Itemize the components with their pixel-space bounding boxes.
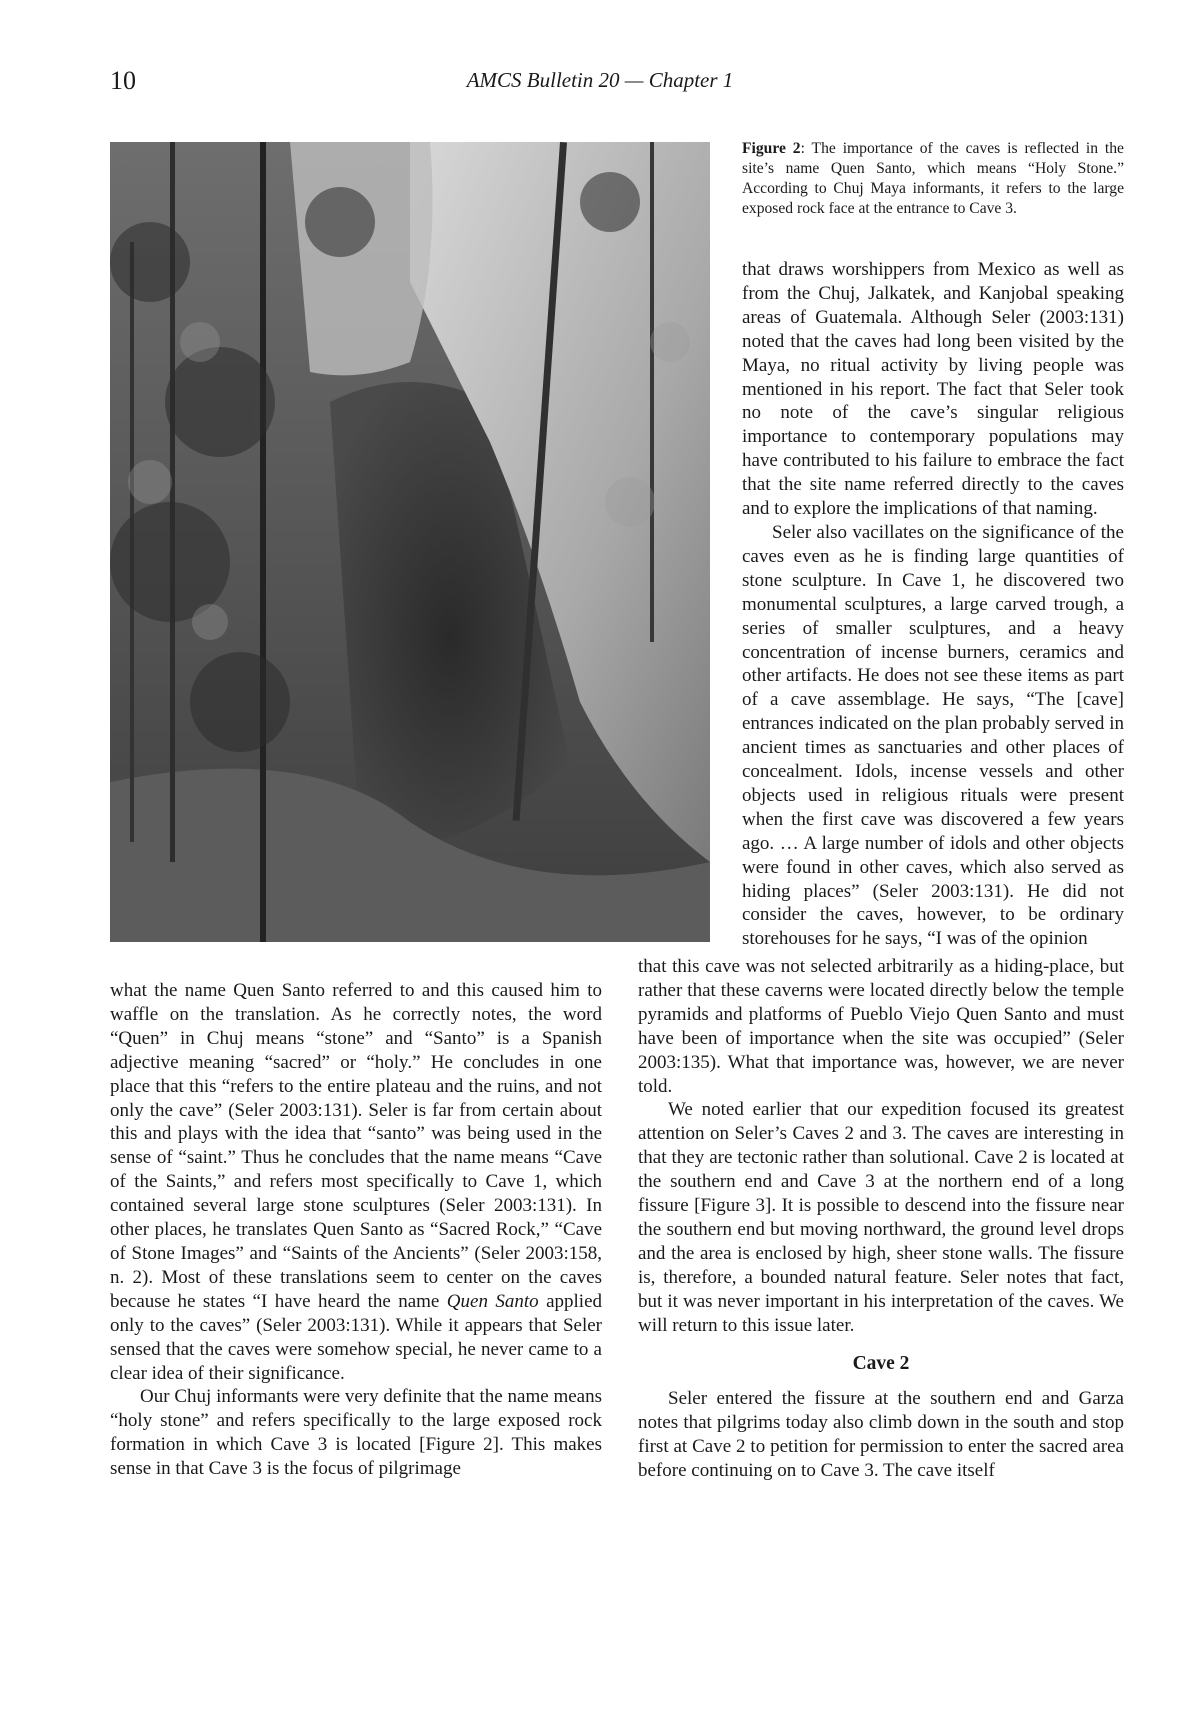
paragraph-text: what the name Quen Santo referred to and this caused him to waffle on the translation. As he correctly notes, the word “Quen” in Chuj means “stone” and “Santo” is a Spanish adjective meaning “sacred” or “holy.” He concludes in one place that this “refers to the entire plateau and the ruins, and not only the cave” (Seler 2003:131). Seler is far from certain about this and plays with the idea that “santo” was being used in the sense of “saint.” Thus he concludes that the name means “Cave of the Saints,” and refers most specifically to Cave 1, which contained several large stone sculptures (Seler 2003:131). In other places, he translates Quen Santo as “Sacred Rock,” “Cave of Stone Images” and “Saints of the Ancients” (Seler 2003:158, n. 2). Most of these translations seem to center on the caves because he states “I have heard the name [110, 980, 602, 1312]
italic-term: Quen Santo [446, 1290, 539, 1312]
paragraph: Seler entered the fissure at the southern end and Garza notes that pilgrims today also climb down in the south and stop first at Cave 2 to petition for permission to enter the sacred area before continuing on to Cave 3. The cave itself [638, 1388, 1124, 1482]
paragraph: We noted earlier that our expedition focused its greatest attention on Seler’s Caves 2 and 3. The caves are interesting in that they are tectonic rather than solutional. Cave 2 is located at the southern end and Cave 3 at the northern end of a long fissure [Figure 3]. It is possible to descend into the fissure near the southern end but moving northward, the ground level drops and the area is enclosed by high, sheer stone walls. The fissure is, therefore, a bounded natural feature. Seler notes that fact, but it was never important in his interpretation of the caves. We will return to this issue later. [638, 1099, 1124, 1336]
figure-caption [742, 139, 1124, 219]
cave-photograph [110, 142, 710, 942]
running-header: AMCS Bulletin 20 — Chapter 1 [466, 68, 734, 92]
cave-photo-illustration [110, 142, 710, 942]
right-column-bottom [638, 955, 1124, 1483]
figure-caption-text: : The importance of the caves is reflected in the site’s name Quen Santo, which means “Holy Stone.” According to Chuj Maya informants, it refers to the large exposed rock face at the entrance to Cave 3. [742, 140, 1124, 217]
paragraph [110, 979, 602, 1385]
paragraph: Our Chuj informants were very definite that the name means “holy stone” and refers specifically to the large exposed rock formation in which Cave 3 is located [Figure 2]. This makes sense in that Cave 3 is the focus of pilgrimage [110, 1386, 602, 1480]
page-number: 10 [110, 66, 136, 95]
figure-label: Figure 2 [742, 140, 801, 157]
paragraph: Seler also vacillates on the significance of the caves even as he is finding large quantities of stone sculpture. In Cave 1, he discovered two monumental sculptures, a large carved trough, a series of smaller sculptures, and a heavy concentration of incense burners, ceramics and other artifacts. He does not see these items as part of a cave assemblage. He says, “The [cave] entrances indicated on the plan probably served in ancient times as sanctuaries and other places of concealment. Idols, incense vessels and other objects used in religious rituals were present when the first cave was discovered a few years ago. … A large number of idols and other objects were found in other caves, which also served as hiding places” (Seler 2003:131). He did not consider the caves, however, to be ordinary storehouses for he says, “I was of the opinion [742, 521, 1124, 950]
paragraph-text: applied only to the caves” (Seler 2003:131). While it appears that Seler sensed that the caves were somehow special, he never came to a clear idea of their significance. [110, 1290, 602, 1384]
paragraph: that this cave was not selected arbitrarily as a hiding-place, but rather that these caverns were located directly below the temple pyramids and platforms of Pueblo Viejo Quen Santo and must have been of importance when the site was occupied” (Seler 2003:135). What that importance was, however, we are never told. [638, 956, 1124, 1097]
paragraph: that draws worshippers from Mexico as well as from the Chuj, Jalkatek, and Kanjobal speaking areas of Guatemala. Although Seler (2003:131) noted that the caves had long been visited by the Maya, no ritual activity by living people was mentioned in his report. The fact that Seler took no note of the cave’s singular religious importance to contemporary populations may have contributed to his failure to embrace the fact that the site name referred directly to the caves and to explore the implications of that naming. [742, 259, 1124, 520]
left-column [110, 979, 602, 1481]
section-heading: Cave 2 [852, 1352, 910, 1374]
right-column-top [742, 258, 1124, 951]
